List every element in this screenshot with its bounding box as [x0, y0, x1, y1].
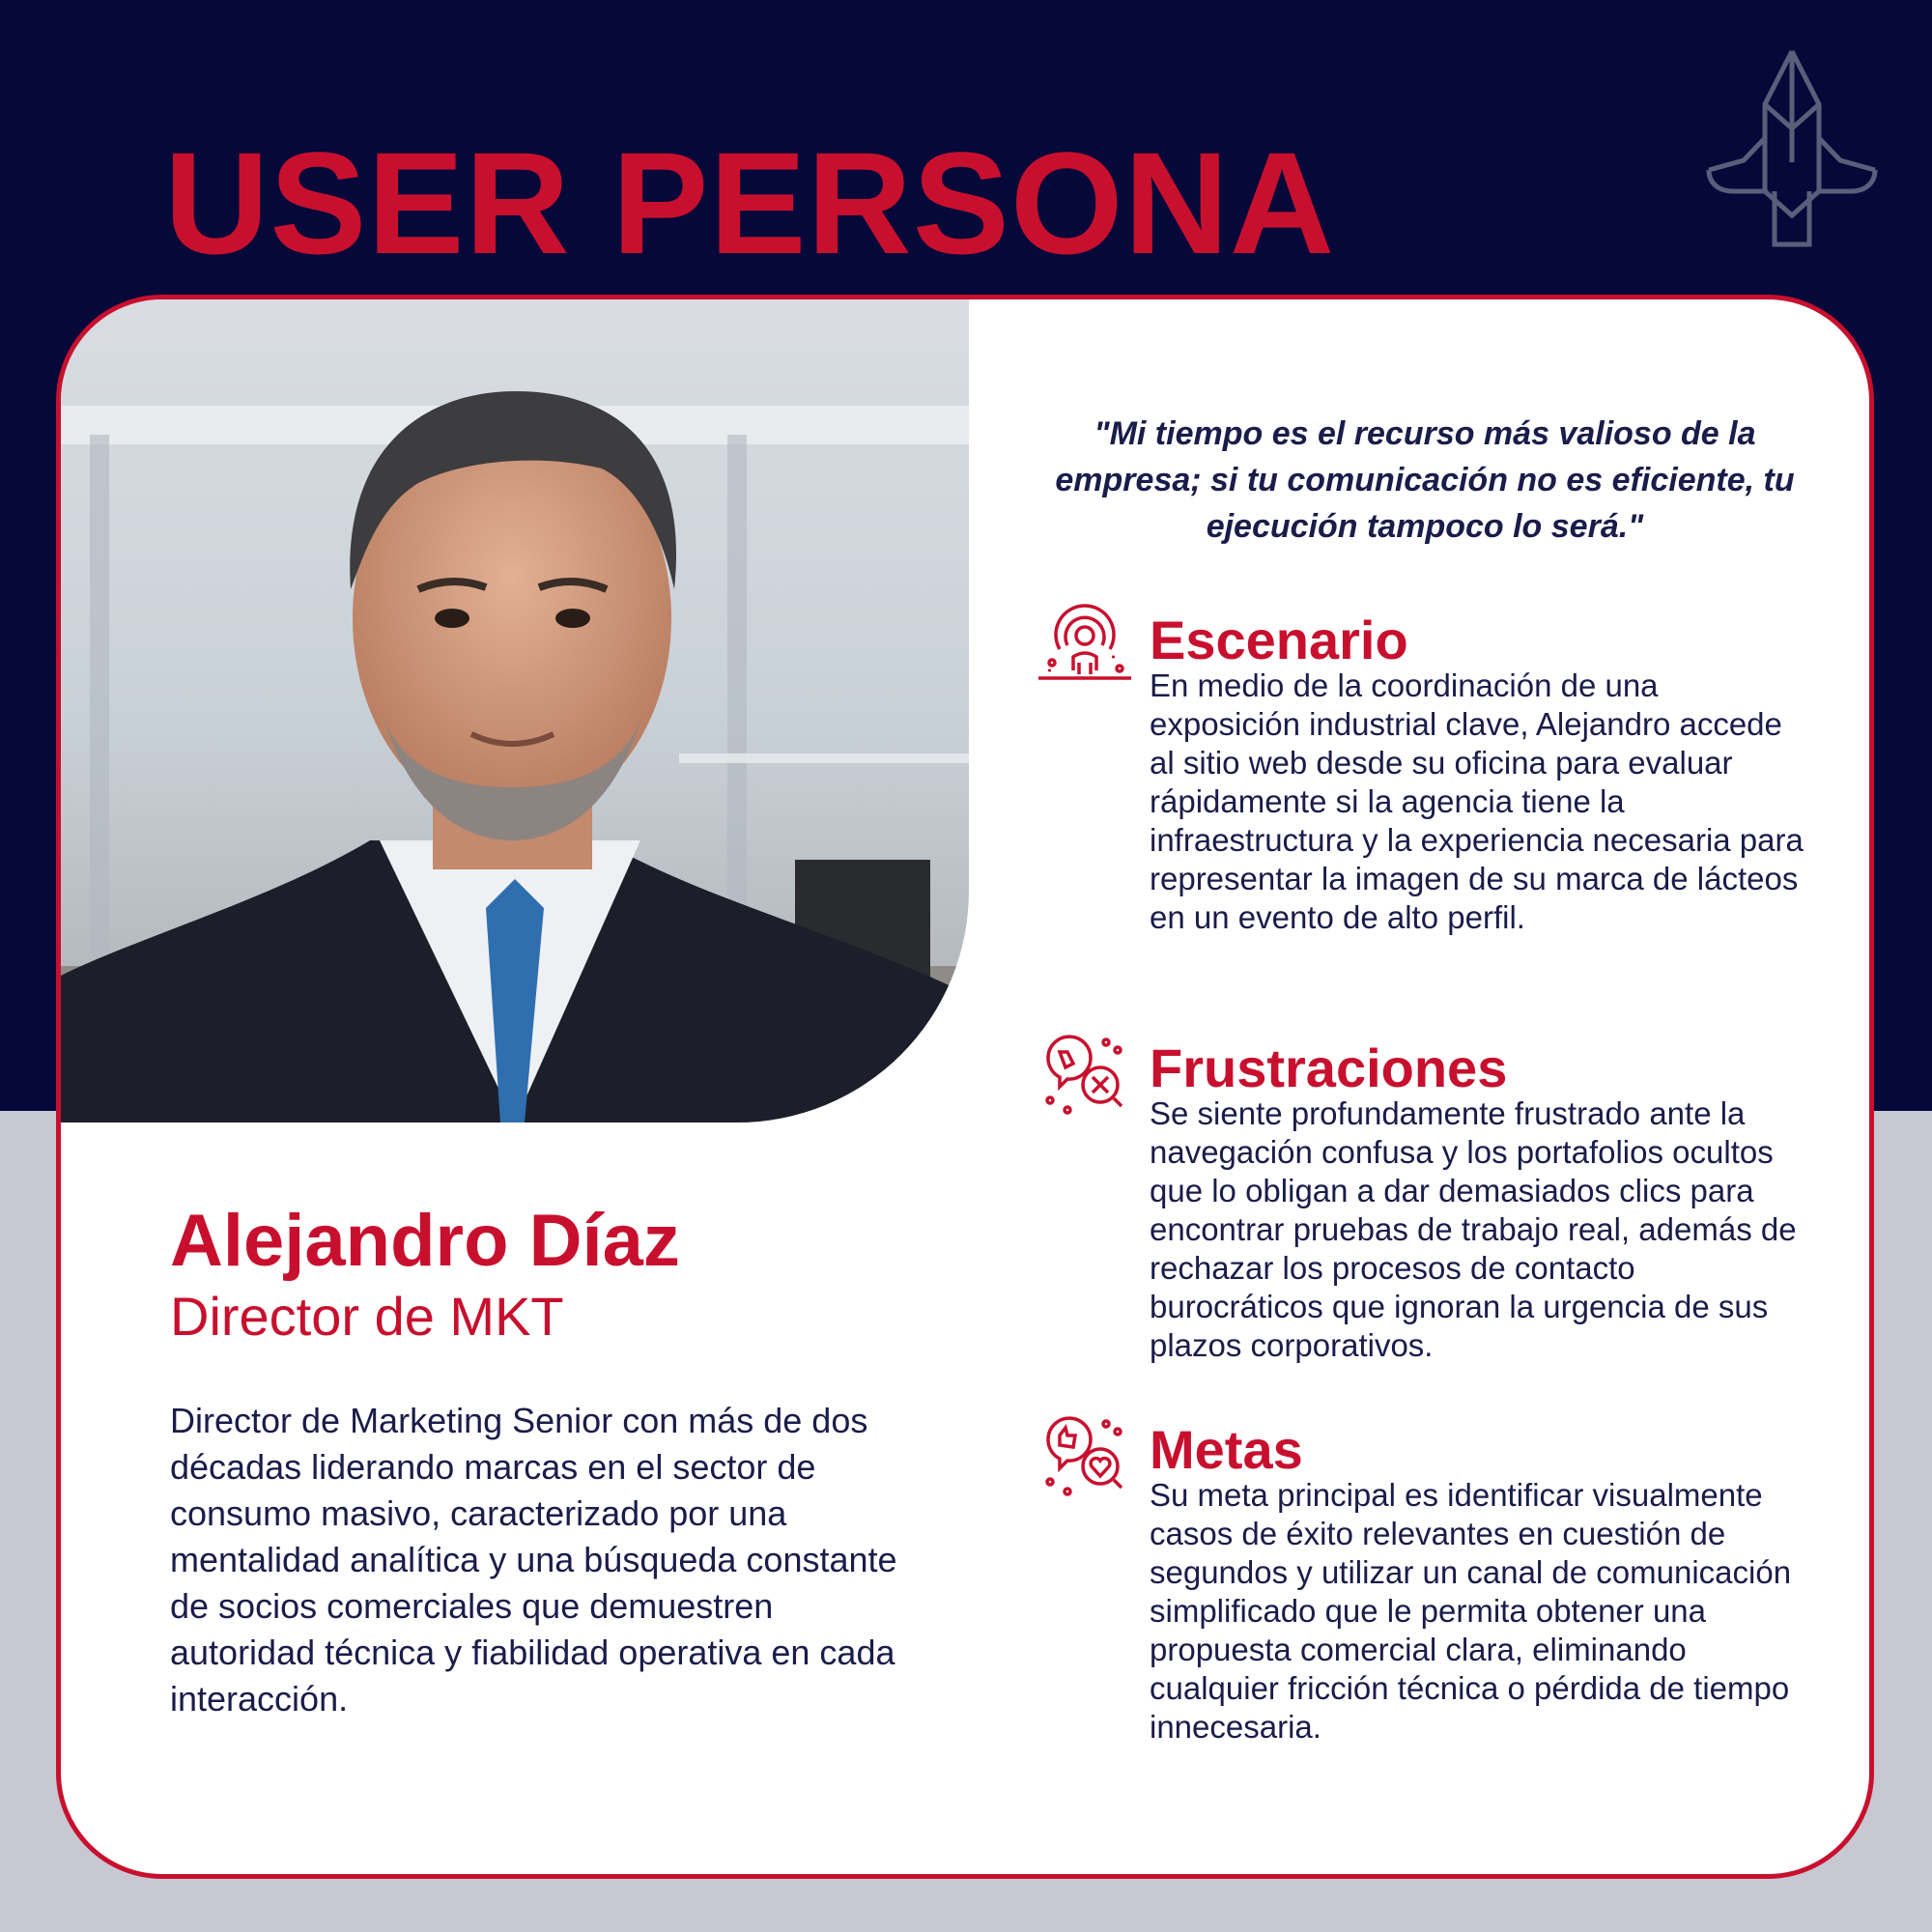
target-person-icon — [1038, 601, 1131, 694]
brand-logo-icon — [1705, 46, 1879, 249]
persona-name: Alejandro Díaz — [170, 1200, 680, 1282]
section-text: Se siente profundamente frustrado ante la navegación confusa y los portafolios ocultos que lo obligan a dar demasiados clics para encontrar pruebas de trabajo real, además de rechazar los procesos de contacto burocráticos que ignoran la urgencia de sus plazos corporativos. — [1150, 1095, 1797, 1363]
persona-photo — [61, 299, 969, 1122]
persona-quote: "Mi tiempo es el recurso más valioso de la empresa; si tu comunicación no es eficiente, tu ejecución tampoco lo será." — [1055, 415, 1795, 545]
persona-role: Director de MKT — [170, 1286, 564, 1347]
page-title: USER PERSONA — [164, 122, 1336, 284]
chat-like-heart-icon — [1038, 1410, 1131, 1503]
section-title: Metas — [1150, 1419, 1303, 1480]
section-text: En medio de la coordinación de una exposición industrial clave, Alejandro accede al sitio web desde su oficina para evaluar rápidamente si la agencia tiene la infraestructura y la experiencia necesaria para representar la imagen de su marca de lácteos en un evento de alto perfil. — [1150, 668, 1804, 935]
section-title: Escenario — [1150, 610, 1408, 670]
persona-card — [56, 295, 1874, 1879]
section-text: Su meta principal es identificar visualmente casos de éxito relevantes en cuestión de segundos y utilizar un canal de comunicación simplificado que le permita obtener una propuesta comercial clara, eliminando cualquier fricción técnica o pérdida de tiempo innecesaria. — [1150, 1477, 1792, 1745]
chat-dislike-icon — [1038, 1029, 1131, 1122]
persona-bio: Director de Marketing Senior con más de dos décadas liderando marcas en el sector de consumo masivo, caracterizado por una mentalidad analítica y una búsqueda constante de socios comerciales que demuestren autoridad técnica y fiabilidad operativa en cada interacción. — [170, 1401, 897, 1719]
portrait-illustration — [61, 299, 969, 1122]
section-title: Frustraciones — [1150, 1037, 1508, 1098]
